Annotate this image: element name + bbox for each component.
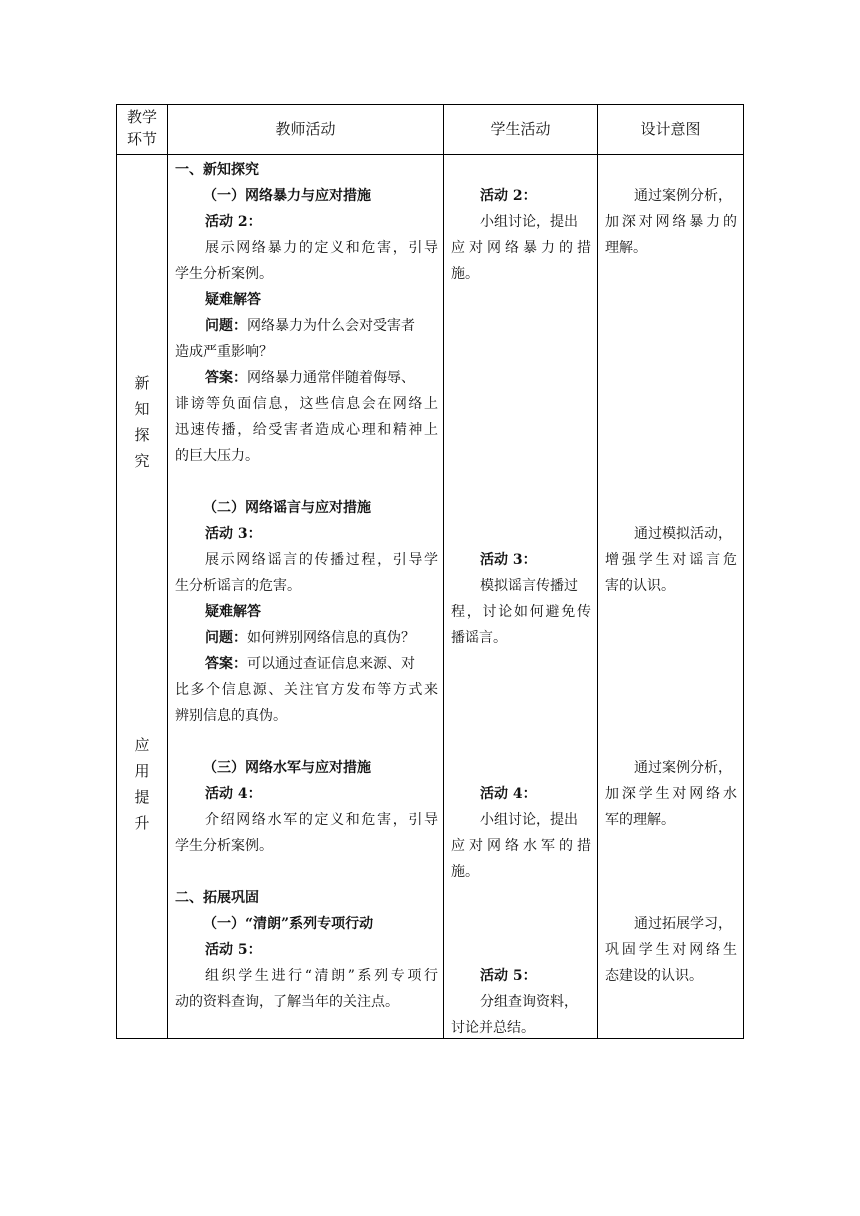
activity-label: 活动 4： — [205, 786, 262, 802]
part-title: （一）“清朗”系列专项行动 — [203, 916, 374, 932]
intent-text: 增强学生对谣言危 — [605, 552, 737, 568]
answer-cont: 比多个信息源、关注官方发布等方式来 — [175, 682, 438, 698]
teacher-text: 介绍网络水军的定义和危害，引导 — [205, 812, 438, 828]
part-title: （二）网络谣言与应对措施 — [203, 500, 371, 516]
student-text: 模拟谣言传播过 — [480, 578, 578, 594]
teacher-text: 展示网络暴力的定义和危害，引导 — [205, 240, 438, 256]
student-text: 程，讨论如何避免传 — [451, 604, 591, 620]
student-activity-title: 活动 4： — [480, 786, 537, 802]
answer-cont: 迅速传播，给受害者造成心理和精神上 — [175, 422, 438, 438]
student-text: 应对网络暴力的措 — [451, 240, 591, 256]
answer-cont: 辨别信息的真伪。 — [175, 708, 287, 724]
activity-label: 活动 2： — [205, 214, 262, 230]
intent-text: 害的认识。 — [605, 578, 675, 594]
header-student: 学生活动 — [490, 120, 551, 138]
answer-cont: 诽谤等负面信息，这些信息会在网络上 — [175, 396, 438, 412]
answer-cont: 的巨大压力。 — [175, 448, 259, 464]
answer: 答案：网络暴力通常伴随着侮辱、 — [205, 370, 415, 386]
activity-label: 活动 3： — [205, 526, 262, 542]
intent-text: 理解。 — [605, 240, 647, 256]
teacher-text: 生分析谣言的危害。 — [175, 578, 301, 594]
question: 问题：如何辨别网络信息的真伪？ — [205, 630, 415, 646]
teacher-text: 组织学生进行“清朗”系列专项行 — [205, 968, 438, 984]
activity-label: 活动 5： — [205, 942, 262, 958]
intent-text: 巩固学生对网络生 — [605, 942, 737, 958]
intent-text: 加深学生对网络水 — [605, 786, 737, 802]
answer: 答案：可以通过查证信息来源、对 — [205, 656, 415, 672]
qa-label: 疑难解答 — [205, 604, 261, 620]
intent-text: 加深对网络暴力的 — [605, 214, 737, 230]
teacher-text: 动的资料查询，了解当年的关注点。 — [175, 994, 399, 1010]
student-text: 应对网络水军的措 — [451, 838, 591, 854]
student-activity-title: 活动 3： — [480, 552, 537, 568]
student-text: 讨论并总结。 — [451, 1020, 535, 1036]
intent-text: 态建设的认识。 — [605, 968, 703, 984]
student-text: 小组讨论，提出 — [480, 214, 578, 230]
intent-text: 通过案例分析， — [634, 188, 732, 204]
teacher-text: 展示网络谣言的传播过程，引导学 — [205, 552, 438, 568]
question-cont: 造成严重影响？ — [175, 344, 273, 360]
teacher-text: 学生分析案例。 — [175, 266, 273, 282]
student-activity-title: 活动 2： — [480, 188, 537, 204]
part-title: （三）网络水军与应对措施 — [203, 760, 371, 776]
student-text: 施。 — [451, 266, 479, 282]
header-teacher: 教师活动 — [275, 120, 336, 138]
intent-text: 通过案例分析， — [634, 760, 732, 776]
section-title: 二、拓展巩固 — [175, 890, 259, 906]
student-text: 施。 — [451, 864, 479, 880]
student-text: 播谣言。 — [451, 630, 507, 646]
question: 问题：网络暴力为什么会对受害者 — [205, 318, 415, 334]
student-activity-title: 活动 5： — [480, 968, 537, 984]
teacher-text: 学生分析案例。 — [175, 838, 273, 854]
intent-text: 军的理解。 — [605, 812, 675, 828]
intent-text: 通过拓展学习， — [634, 916, 732, 932]
header-intent: 设计意图 — [640, 120, 701, 138]
student-text: 分组查询资料， — [480, 994, 578, 1010]
intent-text: 通过模拟活动， — [634, 526, 732, 542]
section-title: 一、新知探究 — [175, 162, 259, 178]
student-text: 小组讨论，提出 — [480, 812, 578, 828]
stage-application: 应 用 提 升 — [134, 736, 150, 832]
qa-label: 疑难解答 — [205, 292, 261, 308]
header-stage: 教学 环节 — [126, 108, 157, 148]
part-title: （一）网络暴力与应对措施 — [203, 188, 371, 204]
stage-new-knowledge: 新 知 探 究 — [134, 374, 150, 470]
